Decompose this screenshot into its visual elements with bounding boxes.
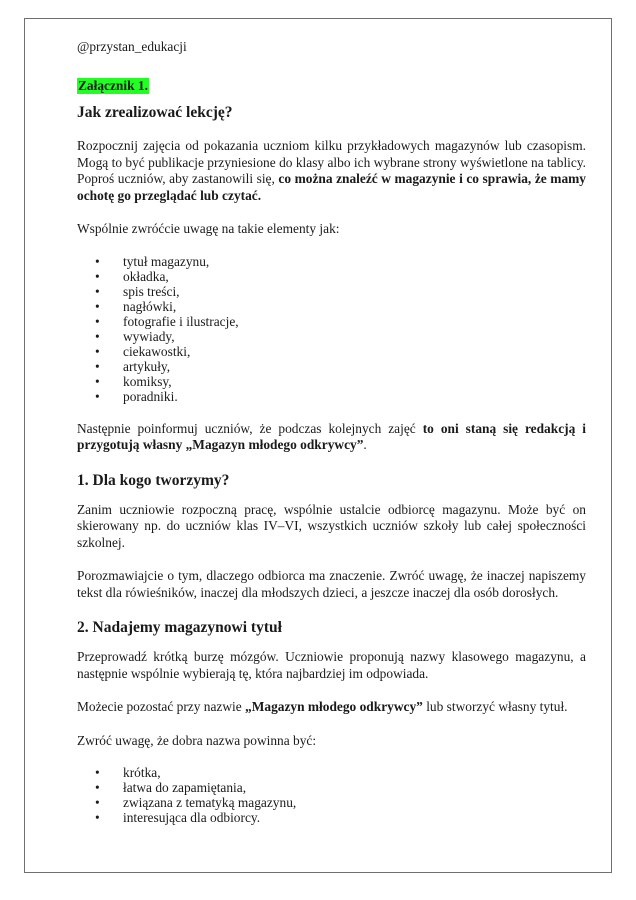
editorial-paragraph — [77, 421, 586, 454]
list-item: • komiksy, — [123, 374, 586, 389]
list-item: • artykuły, — [123, 359, 586, 374]
intro-text: Rozpocznij zajęcia od pokazania uczniom kilku przykładowych magazynów lub czasopism. Mogą to być publikacje przyniesione do klasy albo ich wybrane strony wyświetlone na tablicy. Poproś uczniów, aby zastanowili się, — [77, 138, 586, 186]
criteria-lead: Zwróć uwagę, że dobra nazwa powinna być: — [77, 732, 317, 748]
section2-heading: 2. Nadajemy magazynowi tytuł — [77, 619, 282, 636]
list-item: • ciekawostki, — [123, 344, 586, 359]
section2-paragraph-2 — [77, 699, 586, 716]
list-item: • tytuł magazynu, — [123, 254, 586, 269]
title-text: Możecie pozostać przy nazwie — [77, 699, 246, 714]
section1-paragraph-1: Zanim uczniowie rozpoczną pracę, wspólnie ustalcie odbiorcę magazynu. Może być on skierowany np. do uczniów klas IV–VI, wszystkich uczniów szkoły lub całej społeczności szkolnej. — [77, 501, 586, 550]
elements-list — [77, 254, 586, 404]
document-content — [77, 39, 586, 842]
author-handle: @przystan_edukacji — [77, 39, 187, 54]
section1-heading: 1. Dla kogo tworzymy? — [77, 471, 230, 489]
criteria-list — [77, 765, 586, 825]
list-item: • łatwa do zapamiętania, — [123, 780, 586, 795]
page-title: Jak zrealizować lekcję? — [77, 104, 233, 121]
list-item: • poradniki. — [123, 389, 586, 404]
intro-end: . — [257, 187, 262, 203]
section1-paragraph-2: Porozmawiajcie o tym, dlaczego odbiorca ma znaczenie. Zwróć uwagę, że inaczej napiszemy tekst dla rówieśników, inaczej dla młodszych dzieci, a jeszcze inaczej dla osób dorosłych. — [77, 568, 586, 600]
document-page — [24, 18, 612, 873]
elements-lead: Wspólnie zwróćcie uwagę na takie elementy jak: — [77, 221, 340, 236]
list-item: • związana z tematyką magazynu, — [123, 795, 586, 810]
editorial-end: . — [363, 437, 367, 452]
intro-emphasis: co można znaleźć w magazynie i co sprawia, że mamy ochotę go przeglądać lub czytać — [77, 171, 586, 203]
section2-paragraph-1: Przeprowadź krótką burzę mózgów. Uczniowie proponują nazwy klasowego magazynu, a następnie wspólnie wybierają tę, która najbardziej im odpowiada. — [77, 649, 586, 681]
list-item: • nagłówki, — [123, 299, 586, 314]
list-item: • krótka, — [123, 765, 586, 780]
list-item: • wywiady, — [123, 329, 586, 344]
list-item: • interesująca dla odbiorcy. — [123, 810, 586, 825]
list-item: • okładka, — [123, 269, 586, 284]
list-item: • fotografie i ilustracje, — [123, 314, 586, 329]
title-text-end: lub stworzyć własny tytuł. — [422, 699, 568, 714]
editorial-emphasis: to oni staną się redakcją i przygotują własny „Magazyn młodego odkrywcy” — [77, 420, 586, 452]
list-item: • spis treści, — [123, 284, 586, 299]
intro-paragraph — [77, 138, 586, 204]
annex-label: Załącznik 1. — [78, 77, 148, 93]
editorial-text: Następnie poinformuj uczniów, że podczas kolejnych zajęć — [77, 420, 423, 436]
magazine-title: „Magazyn młodego odkrywcy” — [245, 699, 423, 714]
